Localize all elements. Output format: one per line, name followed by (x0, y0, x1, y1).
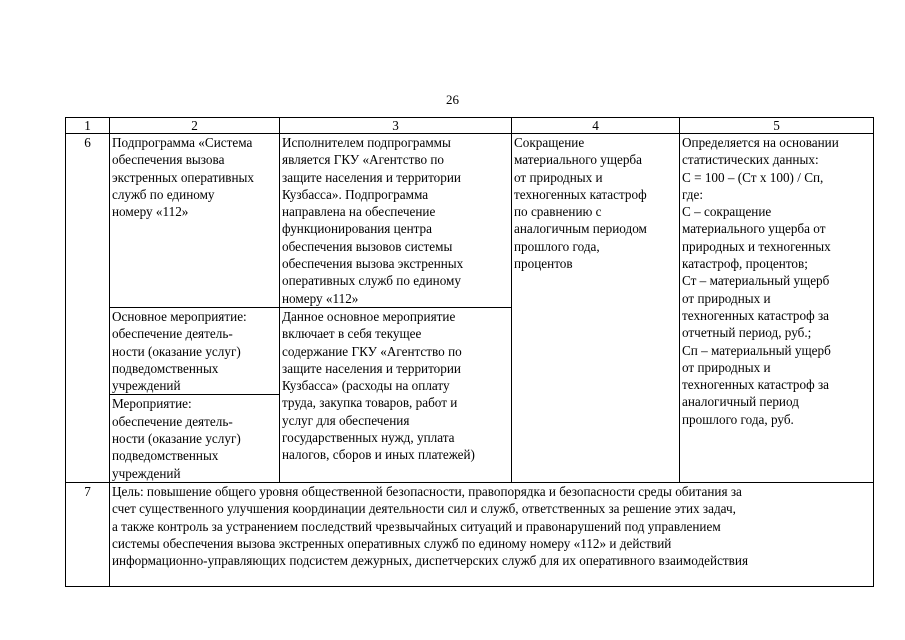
event-name: Мероприятие: обеспечение деятель- ности (оказание услуг) подведомственных учреждений (110, 395, 280, 482)
indicators-table (65, 117, 874, 587)
row-number: 6 (66, 134, 110, 483)
subprogram-name: Подпрограмма «Система обеспечения вызова экстренных оперативных служб по единому номеру «112» (110, 134, 280, 308)
subprogram-description: Исполнителем подпрограммы является ГКУ «Агентство по защите населения и территории Кузбасса». Подпрограмма направлена на обеспечение функционирования центра обеспечения вызовов системы обеспечения вызова экстренных оперативных служб по единому номеру «112» (280, 134, 512, 308)
main-event-name: Основное мероприятие: обеспечение деятель- ности (оказание услуг) подведомственных учреждений (110, 307, 280, 394)
main-event-description: Данное основное мероприятие включает в себя текущее содержание ГКУ «Агентство по защите населения и территории Кузбасса» (расходы на оплату труда, закупка товаров, работ и услуг для обеспечения государственных нужд, уплата налогов, сборов и иных платежей) (280, 307, 512, 482)
table-row (66, 134, 874, 308)
table-row (66, 482, 874, 586)
calculation-method: Определяется на основании статистических данных: С = 100 – (Ст x 100) / Сп, где: С – сокращение материального ущерба от природных и техногенных катастроф, процентов; Ст – материальный ущерб от природных и техногенных катастроф за отчетный период, руб.; Сп – материальный ущерб от природных и техногенных катастроф за аналогичный период прошлого года, руб. (680, 134, 874, 483)
header-col-2: 2 (110, 118, 280, 134)
goal-text: Цель: повышение общего уровня общественной безопасности, правопорядка и безопасности среды обитания за счет существенного улучшения координации деятельности сил и служб, ответственных за решение этих задач, а также контроль за устранением последствий чрезвычайных ситуаций и правонарушений под управлением системы обеспечения вызова экстренных оперативных служб по единому номеру «112» и действий информационно-управляющих подсистем дежурных, диспетчерских служб для их оперативного взаимодействия (110, 482, 874, 586)
header-col-1: 1 (66, 118, 110, 134)
header-col-5: 5 (680, 118, 874, 134)
row-number: 7 (66, 482, 110, 586)
header-col-3: 3 (280, 118, 512, 134)
page-number: 26 (446, 92, 459, 107)
header-col-4: 4 (512, 118, 680, 134)
indicator-name: Сокращение материального ущерба от природных и техногенных катастроф по сравнению с аналогичным периодом прошлого года, процентов (512, 134, 680, 483)
table-header-row (66, 118, 874, 134)
